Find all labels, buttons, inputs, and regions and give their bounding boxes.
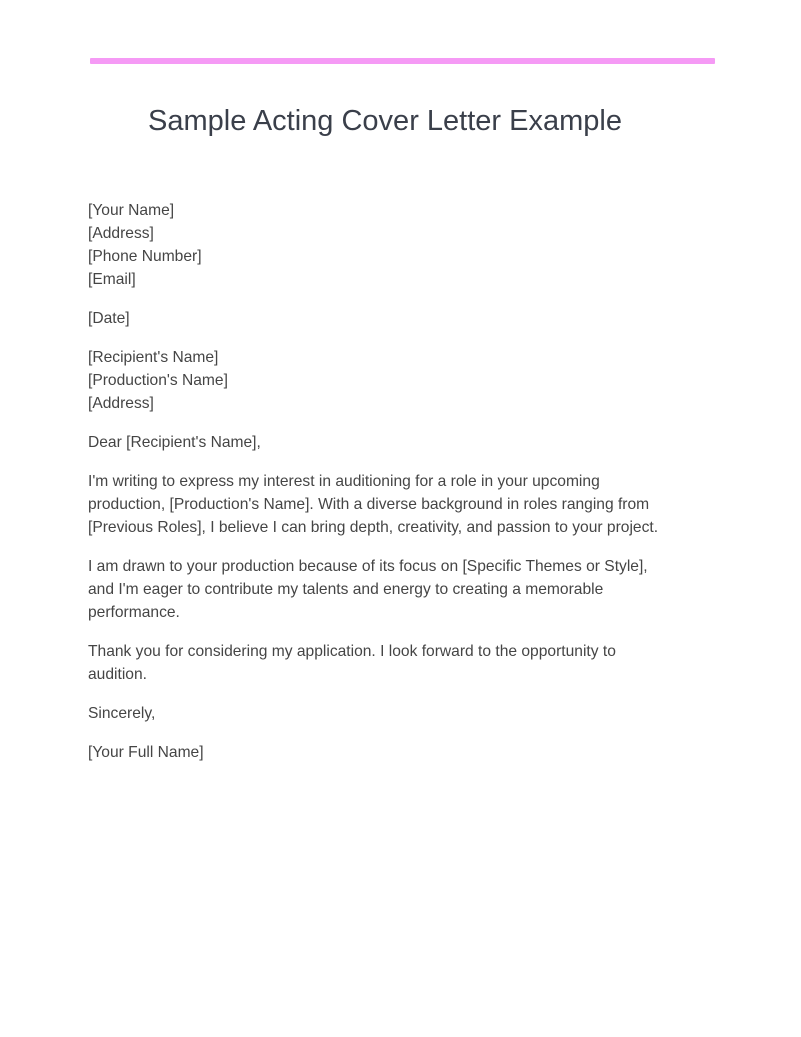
closing-block (88, 702, 698, 725)
paragraph-line: I'm writing to express my interest in auditioning for a role in your upcoming (88, 473, 600, 490)
recipient-address: [Address] (88, 395, 154, 412)
page-title: Sample Acting Cover Letter Example (148, 105, 622, 137)
paragraph-line: production, [Production's Name]. With a diverse background in roles ranging from (88, 496, 650, 513)
body-paragraph-2 (88, 555, 698, 624)
salutation-block (88, 431, 698, 454)
sender-block (88, 199, 698, 291)
date-block (88, 307, 698, 330)
signature: [Your Full Name] (88, 744, 204, 761)
sender-address: [Address] (88, 225, 154, 242)
paragraph-line: I am drawn to your production because of its focus on [Specific Themes or Style], (88, 558, 648, 575)
paragraph-line: Thank you for considering my application. I look forward to the opportunity to (88, 643, 616, 660)
accent-bar (90, 58, 715, 64)
salutation: Dear [Recipient's Name], (88, 434, 261, 451)
recipient-production: [Production's Name] (88, 372, 228, 389)
signature-block (88, 741, 698, 764)
sender-phone: [Phone Number] (88, 248, 202, 265)
paragraph-line: [Previous Roles], I believe I can bring depth, creativity, and passion to your project. (88, 519, 659, 536)
closing: Sincerely, (88, 705, 156, 722)
letter-date: [Date] (88, 310, 130, 327)
sender-email: [Email] (88, 271, 136, 288)
paragraph-line: audition. (88, 666, 147, 683)
paragraph-line: and I'm eager to contribute my talents and energy to creating a memorable (88, 581, 604, 598)
body-paragraph-3 (88, 640, 698, 686)
recipient-block (88, 346, 698, 415)
body-paragraph-1 (88, 470, 698, 539)
recipient-name: [Recipient's Name] (88, 349, 219, 366)
paragraph-line: performance. (88, 604, 180, 621)
sender-name: [Your Name] (88, 202, 175, 219)
letter-body (88, 199, 698, 780)
